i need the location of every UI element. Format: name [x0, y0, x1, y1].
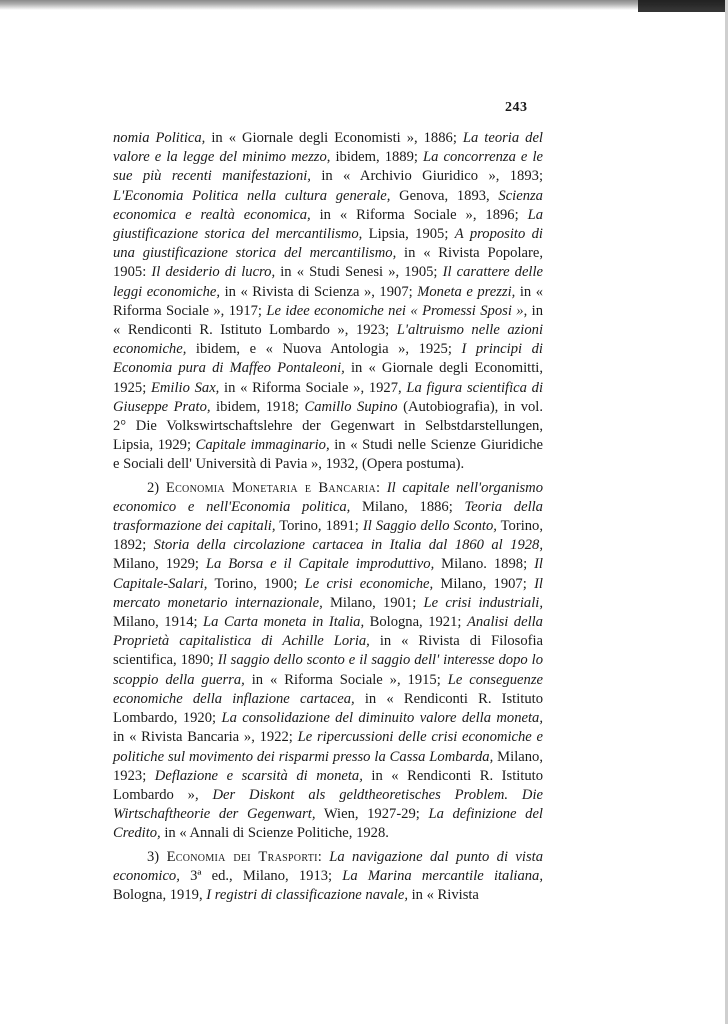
scan-top-edge — [0, 0, 728, 10]
bibliography-paragraph — [113, 479, 543, 844]
work-title: La giustificazione storica del mercantilismo, — [113, 206, 543, 243]
citation-text: , ibidem, 1889; — [326, 149, 423, 166]
work-title: Teoria della trasformazione dei capitali, — [113, 498, 543, 535]
citation-text: in « Rivista di Filosofia scientifica, 1890; — [113, 633, 544, 669]
citation-text: , in « Rendiconti R. Istituto Lombardo », 1923; — [113, 302, 543, 339]
citation-text: 3ª ed., Milano, 1913; — [179, 867, 343, 884]
citation-text: in « Rivista — [407, 886, 479, 903]
citation-text: Bologna, 1919, — [113, 886, 207, 903]
work-title: Scienza economica e realtà economica, — [113, 187, 543, 223]
work-title: I principi di Economia pura di Maffeo Pontaleoni, — [113, 341, 543, 377]
work-title: Il carattere delle leggi economiche, — [113, 264, 544, 300]
citation-text: ibidem, e « Nuova Antologia », 1925; — [186, 341, 462, 358]
citation-text: Lipsia, 1905; — [362, 226, 455, 243]
work-title: La definizione del Credito, — [113, 806, 543, 842]
citation-text: in « Riforma Sociale », 1915; — [244, 671, 448, 688]
citation-text: Milano, 1907; — [433, 575, 535, 592]
work-title: La consolidazione del diminuito valore della moneta, — [221, 710, 544, 727]
citation-text: in « Giornale degli Economisti », 1886; — [205, 130, 463, 146]
work-title: Il mercato monetario internazionale, — [113, 575, 543, 611]
work-title: La Marina mercantile italiana, — [342, 867, 543, 884]
bibliography-text — [113, 129, 543, 905]
citation-text: Milano, 1923; — [113, 748, 543, 784]
citation-text: in « Riforma Sociale », 1927, — [219, 379, 407, 396]
citation-text: 2) — [147, 479, 166, 496]
work-title: La teoria del valore e la legge del minimo mezzo — [113, 130, 543, 166]
work-title: Il Capitale-Salari, — [113, 556, 543, 592]
citation-text: Milano. 1898; — [434, 556, 535, 573]
work-title: Camillo Supino — [304, 398, 398, 415]
citation-text: Torino, 1900; — [207, 575, 305, 592]
citation-text: 3) — [147, 848, 167, 865]
citation-text: Milano, 1914; — [113, 614, 204, 631]
work-title: Der Diskont als geldtheoretisches Problem. Die Wirtschaftheorie der Gegenwart, — [113, 786, 543, 823]
section-heading: Economia dei Trasporti — [166, 848, 318, 865]
citation-text: : — [376, 479, 387, 496]
citation-text: Genova, 1893, — [390, 187, 499, 204]
work-title: Analisi della Proprietà capitalistica di Achille Loria, — [113, 614, 543, 650]
citation-text: in « Annali di Scienze Politiche, 1928. — [160, 825, 389, 842]
citation-text: Bologna, 1921; — [364, 614, 467, 631]
work-title: Le crisi economiche, — [304, 575, 434, 592]
citation-text: in « Studi Senesi », 1905; — [275, 264, 443, 281]
work-title: Deflazione e scarsità di moneta, — [154, 767, 363, 784]
citation-text: Torino, 1891; — [275, 518, 363, 535]
work-title: L'altruismo nelle azioni economiche, — [113, 322, 543, 358]
citation-text: Milano, 1901; — [322, 594, 424, 611]
work-title: La navigazione dal punto di vista economico, — [113, 848, 543, 884]
citation-text: in « Rivista di Scienza », 1907; — [220, 283, 418, 300]
citation-text: in « Riforma Sociale », 1896; — [310, 206, 528, 223]
bibliography-paragraph — [113, 848, 543, 906]
citation-text: in « Rendiconti R. Istituto Lombardo », — [113, 767, 544, 803]
work-title: La Borsa e il Capitale improduttivo, — [205, 556, 435, 573]
work-title: Moneta e prezzi, — [417, 283, 516, 300]
citation-text: Wien, 1927-29; — [315, 806, 429, 823]
work-title: La concorrenza e le sue più recenti manifestazioni, — [113, 149, 543, 185]
citation-text: in « Riforma Sociale », 1917; — [113, 283, 544, 319]
citation-text: in « Archivio Giuridico », 1893; — [310, 168, 543, 185]
work-title: Emilio Sax, — [150, 379, 220, 396]
citation-text: in « Rivista Popolare, 1905: — [113, 245, 543, 281]
work-title: Il saggio dello sconto e il saggio dell' interesse dopo lo scoppio della guerra, — [113, 652, 543, 688]
work-title: Capitale immaginario, — [195, 437, 330, 454]
work-title: L'Economia Politica nella cultura generale, — [113, 187, 391, 204]
citation-text: (Autobiografia), in vol. 2° Die Volkswirtschaftslehre der Gegenwart in Selbstdarstellungen, Lipsia, 1929; — [113, 398, 544, 454]
work-title: Le crisi industriali, — [423, 594, 543, 611]
work-title: Storia della circolazione cartacea in Italia dal 1860 al 1928, — [153, 537, 543, 554]
citation-text: Torino, 1892; — [113, 518, 544, 554]
page-number: 243 — [505, 100, 528, 115]
work-title: Le ripercussioni delle crisi economiche e politiche sul movimento dei risparmi presso la Cassa Lombarda, — [113, 729, 543, 765]
work-title: A proposito di una giustificazione storica del mercantilismo, — [113, 226, 543, 262]
work-title: Il desiderio di lucro, — [151, 264, 276, 281]
section-heading: Economia Monetaria e Bancaria — [165, 479, 377, 496]
citation-text: in « Giornale degli Economitti, 1925; — [113, 360, 543, 396]
citation-text: Milano, 1886; — [350, 498, 465, 515]
work-title: nomia Politica, — [113, 130, 206, 146]
citation-text: in « Studi nelle Scienze Giuridiche e Sociali dell' Università di Pavia », 1932, (Opera postuma). — [113, 437, 543, 473]
work-title: La figura scientifica di Giuseppe Prato, — [113, 379, 543, 415]
work-title: I registri di classificazione navale, — [206, 886, 408, 903]
citation-text: ibidem, 1918; — [210, 398, 305, 415]
work-title: Il Saggio dello Sconto, — [362, 518, 497, 535]
work-title: La Carta moneta in Italia, — [203, 614, 365, 631]
work-title: Le conseguenze economiche della inflazione cartacea, — [113, 671, 543, 707]
citation-text: in « Rivista Bancaria », 1922; — [113, 729, 298, 746]
citation-text: : — [317, 848, 330, 865]
citation-text: in « Rendiconti R. Istituto Lombardo, 1920; — [113, 690, 543, 727]
scan-corner-shadow — [638, 0, 728, 12]
work-title: Il capitale nell'organismo economico e nell'Economia politica, — [113, 479, 544, 515]
bibliography-paragraph — [113, 129, 543, 475]
work-title: Le idee economiche nei « Promessi Sposi » — [266, 302, 524, 319]
citation-text: Milano, 1929; — [113, 556, 206, 573]
